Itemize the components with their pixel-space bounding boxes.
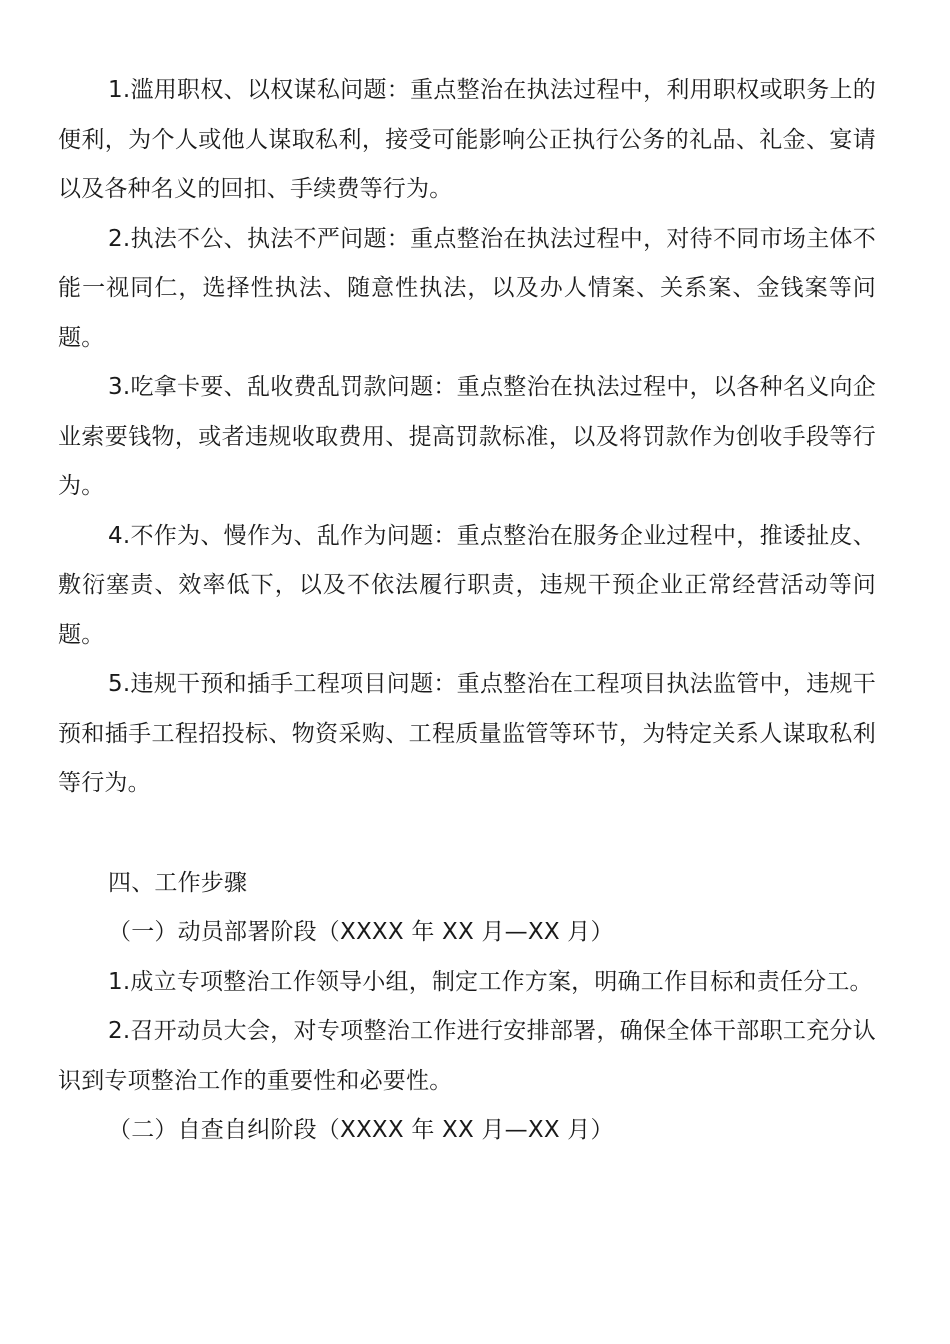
stage1-heading: （一）动员部署阶段（XXXX 年 XX 月—XX 月） [108,919,614,945]
section-heading: 四、工作步骤 [108,869,248,896]
paragraph-item-4: 4.不作为、慢作为、乱作为问题：重点整治在服务企业过程中，推诿扯皮、敷衍塞责、效率低下，以及不依法履行职责，违规干预企业正常经营活动等问题。 [58,522,876,648]
stage2-heading: （二）自查自纠阶段（XXXX 年 XX 月—XX 月） [108,1117,614,1143]
paragraph-item-2: 2.执法不公、执法不严问题：重点整治在执法过程中，对待不同市场主体不能一视同仁，选择性执法、随意性执法，以及办人情案、关系案、金钱案等问题。 [58,225,876,351]
paragraph-item-1: 1.滥用职权、以权谋私问题：重点整治在执法过程中，利用职权或职务上的便利，为个人或他人谋取私利，接受可能影响公正执行公务的礼品、礼金、宴请以及各种名义的回扣、手续费等行为。 [58,77,876,202]
stage1-item-2: 2.召开动员大会，对专项整治工作进行安排部署，确保全体干部职工充分认识到专项整治工作的重要性和必要性。 [58,1018,876,1094]
stage1-item-1: 1.成立专项整治工作领导小组，制定工作方案，明确工作目标和责任分工。 [108,968,873,995]
paragraph-item-5: 5.违规干预和插手工程项目问题：重点整治在工程项目执法监管中，违规干预和插手工程招投标、物资采购、工程质量监管等环节，为特定关系人谋取私利等行为。 [58,671,876,796]
paragraph-item-3: 3.吃拿卡要、乱收费乱罚款问题：重点整治在执法过程中，以各种名义向企业索要钱物，或者违规收取费用、提高罚款标准，以及将罚款作为创收手段等行为。 [58,374,876,499]
section-gap [58,809,876,859]
document-page [58,66,876,1156]
